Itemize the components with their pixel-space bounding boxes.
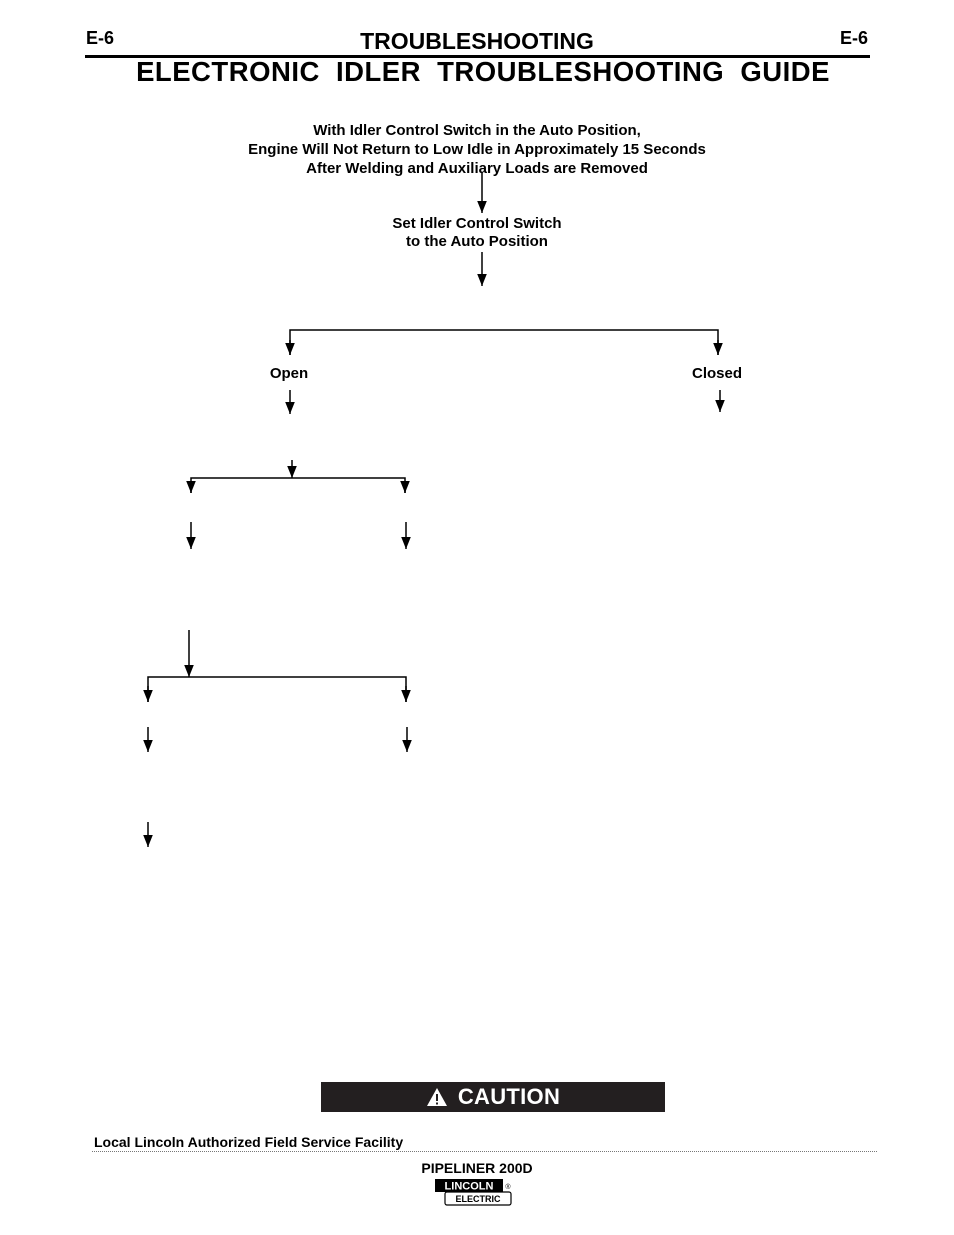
footer-divider bbox=[92, 1151, 877, 1152]
logo-registered-mark: ® bbox=[505, 1184, 511, 1191]
page-code-left: E-6 bbox=[86, 28, 115, 48]
branch-closed-label: Closed bbox=[691, 365, 742, 382]
section-title: TROUBLESHOOTING bbox=[360, 28, 594, 54]
step-line-1: Set Idler Control Switch bbox=[392, 215, 562, 232]
branch-open-label: Open bbox=[269, 365, 309, 382]
logo-text-bottom: ELECTRIC bbox=[455, 1194, 501, 1204]
branch-connector-main bbox=[290, 330, 718, 355]
logo-text-top: LINCOLN bbox=[444, 1180, 494, 1193]
branch-connector-2 bbox=[148, 677, 406, 702]
branch-connector-1 bbox=[191, 478, 405, 493]
service-facility-note: Local Lincoln Authorized Field Service Facility bbox=[94, 1134, 404, 1150]
lincoln-electric-logo bbox=[434, 1178, 512, 1206]
page-code-right: E-6 bbox=[840, 28, 869, 48]
intro-line-2: Engine Will Not Return to Low Idle in Approximately 15 Seconds bbox=[248, 141, 706, 158]
warning-triangle-icon bbox=[426, 1087, 448, 1107]
page-title: ELECTRONIC IDLER TROUBLESHOOTING GUIDE bbox=[136, 56, 830, 87]
caution-banner bbox=[321, 1082, 665, 1112]
caution-label: CAUTION bbox=[457, 1084, 561, 1109]
product-name: PIPELINER 200D bbox=[421, 1160, 533, 1176]
intro-line-3: After Welding and Auxiliary Loads are Removed bbox=[306, 160, 648, 177]
step-line-2: to the Auto Position bbox=[406, 233, 548, 250]
intro-line-1: With Idler Control Switch in the Auto Position, bbox=[313, 122, 641, 139]
